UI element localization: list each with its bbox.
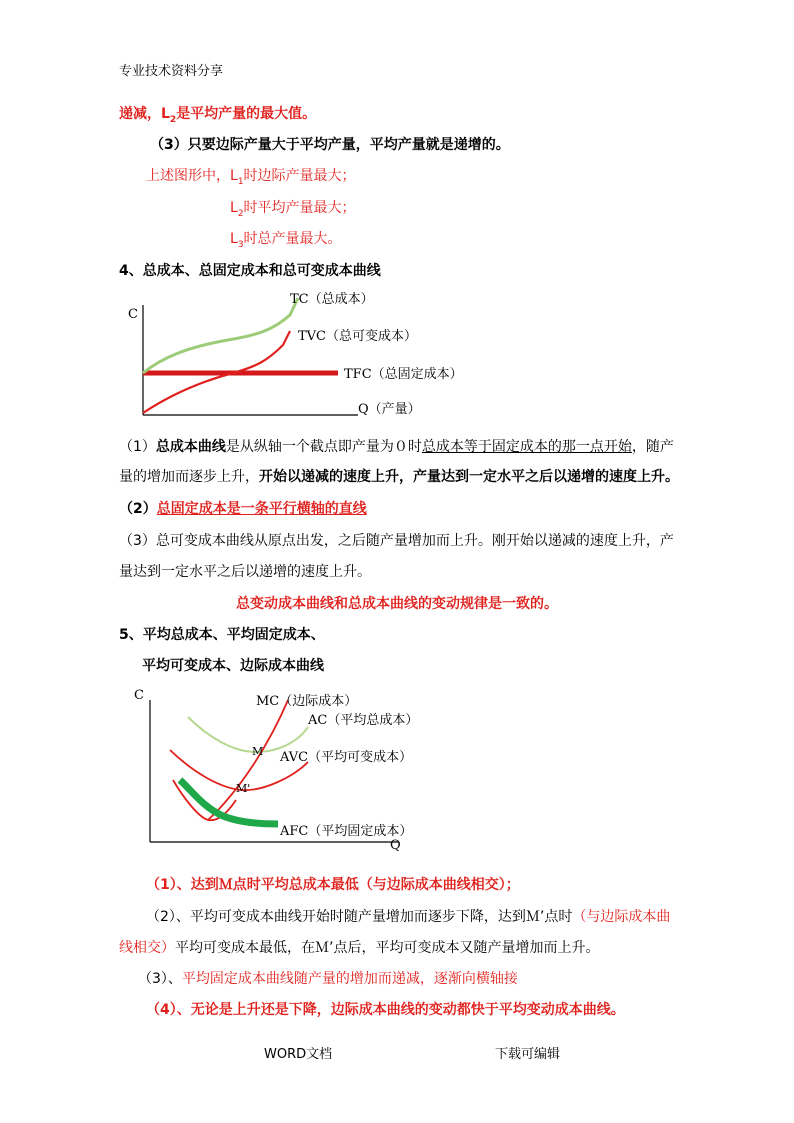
line4-part-b: 时平均产量最大； — [243, 200, 356, 216]
section-5-title-line-1: 5、平均总成本、平均固定成本、 — [119, 627, 325, 643]
paragraph-3-line-2: 量达到一定水平之后以递增的速度上升。 — [119, 564, 371, 580]
tc-curve — [143, 298, 298, 373]
q-label: Q（产量） — [358, 402, 421, 417]
footer-left: WORD文档 — [264, 1047, 333, 1062]
chart2-y-label: C — [134, 688, 144, 703]
line1-part-b: 是平均产量的最大值。 — [176, 106, 317, 122]
p1-line2-a: 量的增加而逐步上升， — [119, 469, 259, 485]
paragraph-3-line-1: （3）总可变成本曲线从原点出发，之后随产量增加而上升。刚开始以递减的速度上升，产 — [119, 533, 674, 549]
paragraph-1-line-1 — [119, 436, 674, 456]
p2b: （与边际成本曲 — [572, 909, 671, 925]
chart-total-cost — [118, 285, 463, 420]
p2-text: 总固定成本是一条平行横轴的直线 — [156, 501, 367, 517]
paragraph-1-line-2 — [119, 466, 679, 486]
line1-subscript: 2 — [169, 114, 177, 125]
note-text: 总变动成本曲线和总成本曲线的变动规律是一致的。 — [236, 596, 558, 612]
p2-num: （2） — [119, 501, 157, 517]
chart-average-cost — [128, 682, 428, 852]
tvc-label: TVC（总可变成本） — [298, 329, 418, 344]
ac-label: AC（平均总成本） — [308, 713, 419, 728]
p1-line2-b: 开始以递减的速度上升，产量达到一定水平之后以递增的速度上升。 — [259, 469, 679, 485]
p2c: 线相交） — [119, 940, 175, 956]
point-1: （1）、达到Ｍ点时平均总成本最低（与边际成本曲线相交）； — [146, 877, 520, 893]
text-line-4 — [230, 197, 356, 219]
text-line-3 — [146, 165, 356, 187]
section-4-title: 4、总成本、总固定成本和总可变成本曲线 — [119, 263, 381, 279]
line5-part-a: L — [230, 231, 238, 247]
page-header: 专业技术资料分享 — [119, 64, 224, 79]
line3-part-b: 时边际产量最大； — [243, 168, 356, 184]
mc-curve — [208, 700, 288, 820]
line4-subscript: 2 — [237, 208, 244, 219]
point-3 — [138, 968, 518, 988]
tfc-label: TFC（总固定成本） — [344, 367, 463, 382]
point-4: （4）、无论是上升还是下降，边际成本曲线的变动都快于平均变动成本曲线。 — [146, 1002, 625, 1018]
chart1-y-label: C — [128, 307, 138, 322]
text-line-1 — [119, 103, 316, 125]
p1-num: （1） — [119, 439, 156, 455]
section-5-title-line-2: 平均可变成本、边际成本曲线 — [142, 658, 324, 674]
p2a: （2）、平均可变成本曲线开始时随产量增加而逐步下降，达到Ｍ’点时 — [146, 909, 573, 925]
point-m-prime-label: M' — [236, 782, 251, 795]
afc-label: AFC（平均固定成本） — [280, 824, 413, 839]
avc-label: AVC（平均可变成本） — [280, 750, 413, 765]
line5-subscript: 3 — [237, 239, 244, 250]
text-line-5 — [230, 228, 342, 250]
text-line-2: （3）只要边际产量大于平均产量，平均产量就是递增的。 — [150, 137, 510, 153]
p1-term: 总成本曲线 — [155, 439, 226, 455]
line4-part-a: L — [230, 200, 238, 216]
p2d: 平均可变成本最低，在Ｍ’点后，平均可变成本又随产量增加而上升。 — [175, 940, 600, 956]
line5-part-b: 时总产量最大。 — [243, 231, 342, 247]
point-2-line-1 — [146, 906, 670, 926]
p1-text-a: 是从纵轴一个截点即产量为０时 — [225, 439, 422, 455]
point-m-label: M — [252, 745, 264, 758]
p1-text-b: ，随产 — [631, 439, 674, 455]
point-2-line-2 — [119, 937, 599, 957]
line3-subscript: 1 — [237, 176, 244, 187]
footer-right: 下载可编辑 — [495, 1047, 561, 1062]
line1-part-a: 递减，L — [119, 106, 170, 122]
tc-label: TC（总成本） — [290, 292, 374, 307]
paragraph-2 — [119, 498, 367, 518]
line3-part-a: 上述图形中，L — [146, 168, 238, 184]
p1-underlined: 总成本等于固定成本的那一点开始 — [421, 439, 632, 455]
chart2-x-label: Q — [390, 838, 401, 853]
p3b: 平均固定成本曲线随产量的增加而递减，逐渐向横轴接 — [181, 971, 518, 987]
mc-label: MC（边际成本） — [256, 694, 358, 709]
p3a: （3）、 — [138, 971, 182, 987]
